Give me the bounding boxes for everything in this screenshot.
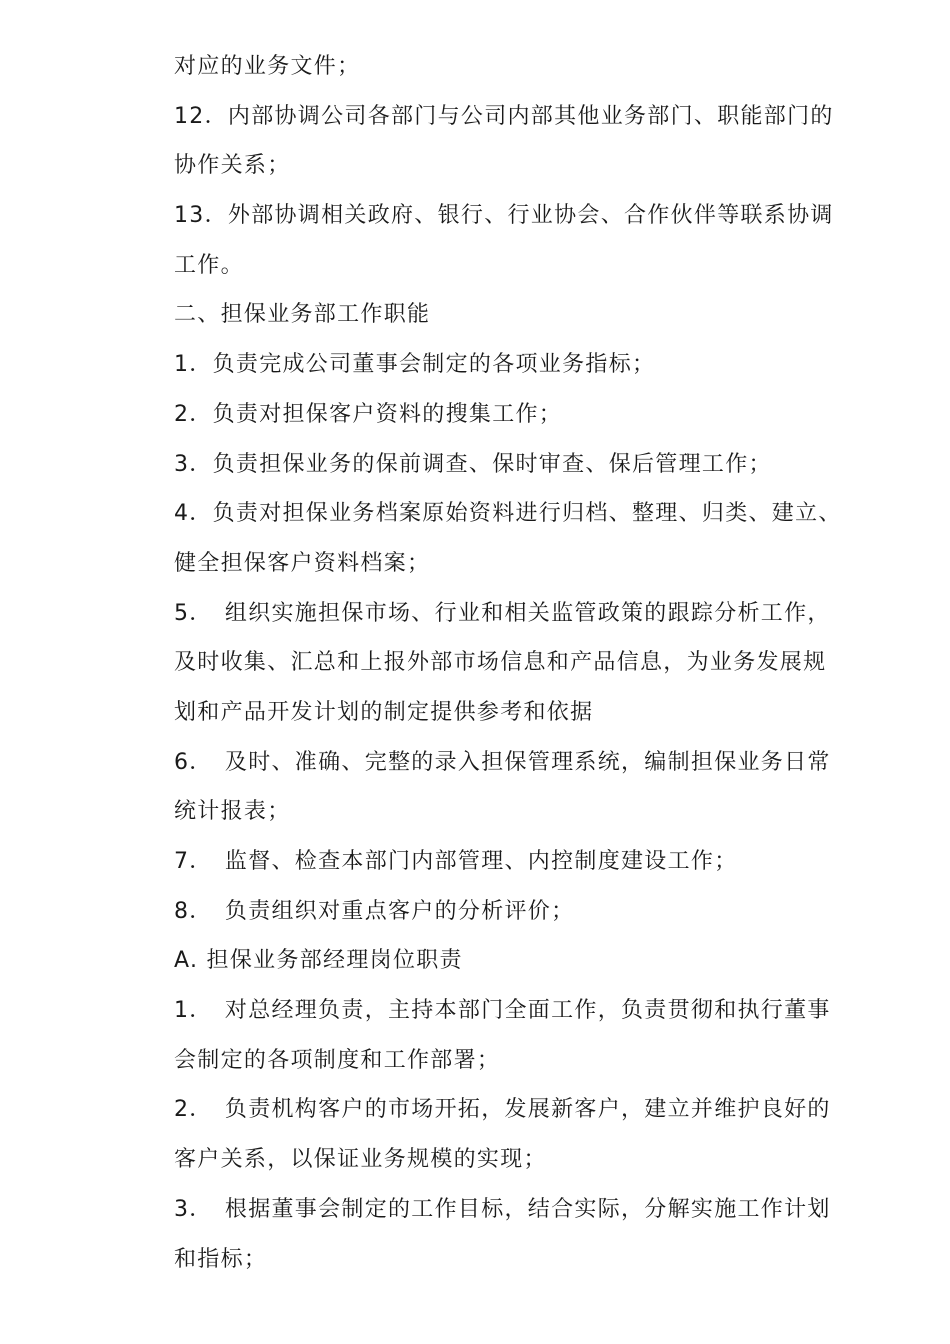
text-line: 会制定的各项制度和工作部署； (174, 1047, 501, 1073)
text-line: 工作。 (174, 252, 244, 278)
text-line: 划和产品开发计划的制定提供参考和依据 (174, 699, 594, 725)
text-line: 3．负责担保业务的保前调查、保时审查、保后管理工作； (174, 451, 772, 477)
text-line: 5． 组织实施担保市场、行业和相关监管政策的跟踪分析工作， (174, 600, 831, 626)
text-line: 客户关系，以保证业务规模的实现； (174, 1147, 547, 1173)
section-heading: 二、担保业务部工作职能 (174, 302, 431, 328)
text-line: 2．负责对担保客户资料的搜集工作； (174, 401, 563, 427)
text-line: 统计报表； (174, 799, 291, 825)
text-line: 8． 负责组织对重点客户的分析评价； (174, 898, 575, 924)
text-line: 3． 根据董事会制定的工作目标，结合实际，分解实施工作计划 (174, 1196, 831, 1222)
text-line: 和指标； (174, 1246, 268, 1272)
text-line: 6． 及时、准确、完整的录入担保管理系统，编制担保业务日常 (174, 749, 831, 775)
text-line: 7． 监督、检查本部门内部管理、内控制度建设工作； (174, 849, 738, 874)
text-line: 健全担保客户资料档案； (174, 550, 431, 576)
text-line: 1．负责完成公司董事会制定的各项业务指标； (174, 352, 656, 378)
text-line: 及时收集、汇总和上报外部市场信息和产品信息，为业务发展规 (174, 650, 827, 676)
text-line: 协作关系； (174, 153, 291, 179)
text-line: 对应的业务文件； (174, 54, 361, 79)
subsection-heading: A. 担保业务部经理岗位职责 (174, 948, 463, 974)
text-line: 1． 对总经理负责，主持本部门全面工作，负责贯彻和执行董事 (174, 998, 831, 1024)
text-line: 12．内部协调公司各部门与公司内部其他业务部门、职能部门的 (174, 103, 834, 129)
text-line: 13．外部协调相关政府、银行、行业协会、合作伙伴等联系协调 (174, 203, 834, 229)
text-line: 2． 负责机构客户的市场开拓，发展新客户，建立并维护良好的 (174, 1097, 831, 1123)
text-line: 4．负责对担保业务档案原始资料进行归档、整理、归类、建立、 (174, 501, 842, 527)
document-body (174, 42, 854, 1284)
